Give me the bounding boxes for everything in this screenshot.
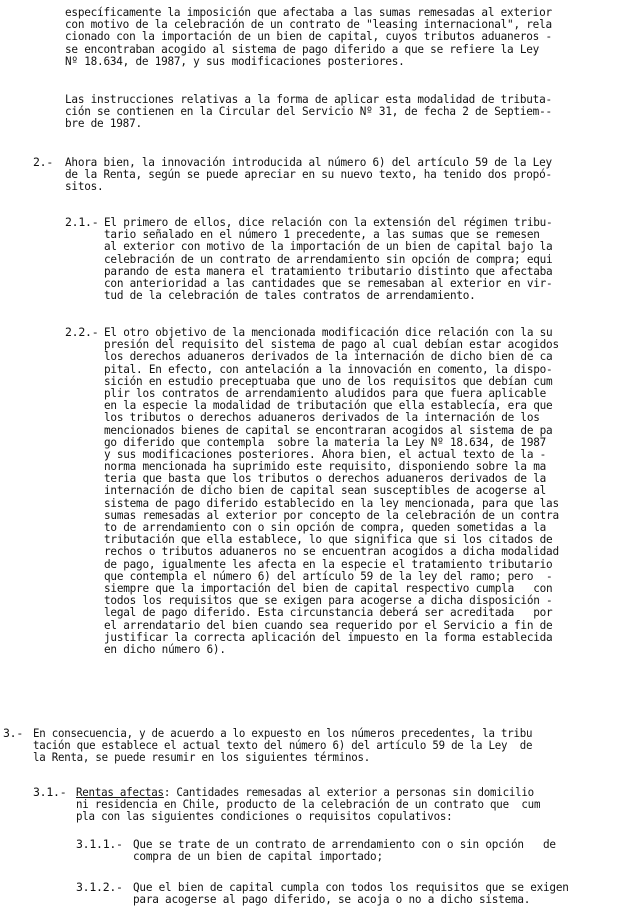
text-line: internación de dicho bien de capital sean susceptibles de acogerse al (104, 483, 547, 498)
text-line: en dicho número 6). (104, 641, 226, 656)
text-line: plir los contratos de arrendamiento aludidos para que fuera aplicable (104, 385, 547, 400)
text-line: norma mencionada ha suprimido este requisito, disponiendo sobre la ma (104, 459, 547, 474)
text-line: siempre que la importación del bien de capital respectivo cumpla con (104, 580, 553, 595)
text-line: sumas remesadas al exterior por concepto de la celebración de un contra (104, 507, 559, 522)
text-line: pital. En efecto, con antelación a la innovación en comento, la dispo- (104, 361, 553, 376)
text-run: : Cantidades remesadas al exterior a personas sin domicilio (163, 785, 534, 799)
text-line: presión del requisito del sistema de pago al cual debían estar acogidos (104, 337, 559, 352)
text-line: bre de 1987. (65, 116, 142, 131)
text-line: sistema de pago diferido establecido en la ley mencionada, para que las (104, 495, 559, 510)
text-line: tación que establece el actual texto del número 6) del artículo 59 de la Ley de (33, 738, 533, 753)
text-line: Ahora bien, la innovación introducida al número 6) del artículo 59 de la Ley (65, 155, 552, 169)
text-line: se encontraban acogido al sistema de pago diferido a que se refiere la Ley (65, 41, 540, 56)
text-line: que contempla el número 6) del artículo 59 de la ley del ramo; pero - (104, 568, 553, 583)
rentas-afectas-heading: Rentas afectas (76, 785, 164, 799)
text-line: to de arrendamiento con o sin opción de compra, queden sometidas a la (104, 520, 547, 534)
text-line: legal de pago diferido. Esta circunstancia deberá ser acreditada por (104, 605, 553, 620)
section-number: 2.1.- (65, 215, 99, 229)
text-line: al exterior con motivo de la importación de un bien de capital bajo la (104, 239, 553, 254)
instructions-paragraph (65, 93, 572, 130)
section-2-1-paragraph (104, 216, 571, 301)
text-line: rechos o tributos aduaneros no se encuentran acogidos a dicha modalidad (104, 544, 559, 559)
section-number: 2.- (33, 155, 54, 169)
text-line: mencionados bienes de capital se encontraran acogidos al sistema de pa (104, 422, 553, 437)
section-2-2-paragraph (104, 326, 578, 655)
text-line: los derechos aduaneros derivados de la internación de dicho bien de ca (104, 349, 553, 364)
text-line: sitos. (65, 179, 104, 194)
text-line: celebración de un contrato de arrendamiento sin opción de compra; equi (104, 251, 553, 266)
text-line: compra de un bien de capital importado; (133, 849, 383, 864)
text-line: Las instrucciones relativas a la forma de aplicar esta modalidad de tributa- (65, 92, 552, 106)
section-3-1-1-paragraph (133, 838, 573, 862)
text-line: ni residencia en Chile, producto de la celebración de un contrato que cum (76, 797, 541, 812)
text-line: con motivo de la celebración de un contrato de "leasing internacional", rela (65, 17, 552, 32)
intro-paragraph (65, 6, 572, 67)
text-line: la Renta, se puede resumir en los siguientes términos. (33, 750, 370, 765)
text-line: teria que basta que los tributos o derechos aduaneros derivados de la (104, 471, 547, 486)
text-line: En consecuencia, y de acuerdo a lo expuesto en los números precedentes, la tribu (33, 726, 533, 740)
text-line: todos los requisitos que se exigen para acogerse a dicha disposición - (104, 593, 553, 608)
text-line: tario señalado en el número 1 precedente, a las sumas que se remesen (104, 227, 540, 242)
text-line: go diferido que contempla sobre la materia la Ley Nº 18.634, de 1987 (104, 434, 547, 449)
text-line: Nº 18.634, de 1987, y sus modificaciones posteriores. (65, 53, 405, 68)
section-2-paragraph (65, 156, 572, 193)
text-line: ción se contienen en la Circular del Servicio Nº 31, de fecha 2 de Septiem-- (65, 104, 552, 119)
text-line: justificar la correcta aplicación del impuesto en la forma establecida (104, 629, 553, 644)
text-line: en la especie la modalidad de tributación que ella establecía, era que (104, 398, 553, 413)
text-line: pla con las siguientes condiciones o requisitos copulativos: (76, 809, 453, 824)
section-number: 3.1.1.- (76, 837, 123, 851)
section-3-paragraph (33, 727, 567, 764)
text-line: El primero de ellos, dice relación con la extensión del régimen tribu- (104, 215, 553, 229)
text-line: los tributos o derechos aduaneros derivados de la internación de los (104, 410, 540, 425)
text-line: sición en estudio preceptuaba que uno de los requisitos que debían cum (104, 373, 553, 388)
section-3-1-paragraph (76, 786, 570, 823)
text-line: cionado con la importación de un bien de capital, cuyos tributos aduaneros - (65, 29, 552, 44)
text-line: el arrendatario del bien cuando sea requerido por el Servicio a fin de (104, 617, 553, 632)
text-line: tud de la celebración de tales contratos de arrendamiento. (104, 288, 476, 303)
text-line: con anterioridad a las cantidades que se remesaban al exterior en vir- (104, 275, 553, 290)
text-line: parando de esta manera el tratamiento tributario distinto que afectaba (104, 263, 553, 278)
section-number: 3.1.- (33, 785, 67, 799)
text-line: para acogerse al pago diferido, se acoja o no a dicho sistema. (133, 892, 531, 907)
text-line: de la Renta, según se puede apreciar en su nuevo texto, ha tenido dos propó- (65, 167, 552, 182)
section-number: 2.2.- (65, 325, 99, 339)
text-line: El otro objetivo de la mencionada modificación dice relación con la su (104, 325, 553, 339)
section-number: 3.1.2.- (76, 880, 123, 894)
text-line: de pago, igualmente les afecta en la especie el tratamiento tributario (104, 556, 553, 571)
text-line: Que el bien de capital cumpla con todos los requisitos que se exigen (133, 880, 569, 894)
text-line: Que se trate de un contrato de arrendamiento con o sin opción de (133, 837, 556, 851)
text-line: y sus modificaciones posteriores. Ahora bien, el actual texto de la - (104, 446, 547, 461)
text-line: tributación que ella establece, lo que significa que si los citados de (104, 532, 553, 547)
text-line: específicamente la imposición que afectaba a las sumas remesadas al exterior (65, 5, 552, 19)
section-number: 3.- (3, 726, 24, 740)
section-3-1-2-paragraph (133, 881, 587, 905)
